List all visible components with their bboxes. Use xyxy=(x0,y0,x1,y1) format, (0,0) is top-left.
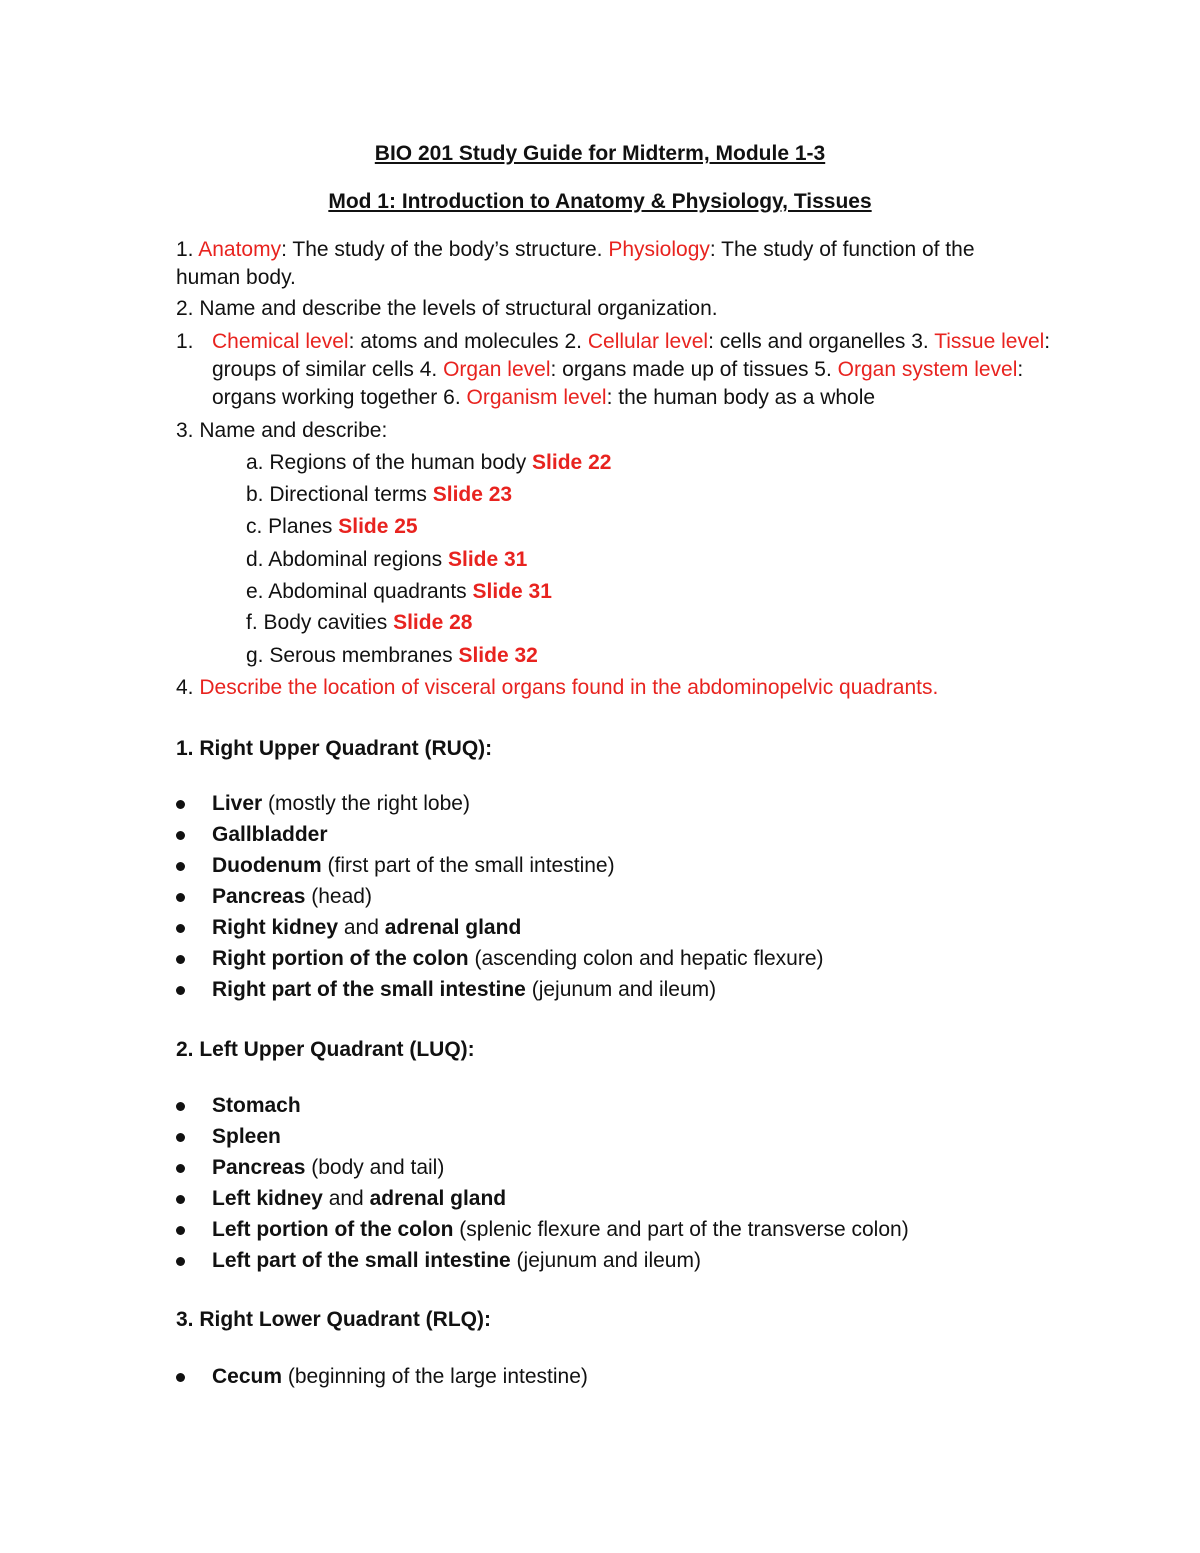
bullet-icon xyxy=(176,893,185,902)
bullet-icon xyxy=(176,831,185,840)
ruq-heading: 1. Right Upper Quadrant (RUQ): xyxy=(176,737,493,760)
rlq-heading: 3. Right Lower Quadrant (RLQ): xyxy=(176,1308,491,1331)
bullet-icon xyxy=(176,955,185,964)
document-title: BIO 201 Study Guide for Midterm, Module 1-3 xyxy=(374,142,826,165)
bullet-icon xyxy=(176,800,185,809)
bullet-icon xyxy=(176,1257,185,1266)
bullet-icon xyxy=(176,986,185,995)
q3-item: e. Abdominal quadrants Slide 31 xyxy=(246,580,552,603)
bullet-icon xyxy=(176,1373,185,1382)
bullet-icon xyxy=(176,1133,185,1142)
term-physiology: Physiology xyxy=(608,238,710,261)
levels-line-3: organs working together 6. Organism level: the human body as a whole xyxy=(212,386,876,409)
q3-item: g. Serous membranes Slide 32 xyxy=(246,644,538,667)
term-anatomy: Anatomy xyxy=(198,238,282,261)
q3-item: d. Abdominal regions Slide 31 xyxy=(246,548,528,571)
module-title: Mod 1: Introduction to Anatomy & Physiology, Tissues xyxy=(328,190,872,213)
q1-line: 1. Anatomy: The study of the body’s structure. Physiology: The study of function of the xyxy=(176,238,975,261)
bullet-icon xyxy=(176,924,185,933)
q3-item: a. Regions of the human body Slide 22 xyxy=(246,451,612,474)
levels-number: 1. xyxy=(176,330,194,353)
bullet-icon xyxy=(176,1226,185,1235)
q3-line: 3. Name and describe: xyxy=(176,419,388,442)
bullet-icon xyxy=(176,862,185,871)
luq-heading: 2. Left Upper Quadrant (LUQ): xyxy=(176,1038,475,1061)
q3-item: c. Planes Slide 25 xyxy=(246,515,418,538)
document-page: BIO 201 Study Guide for Midterm, Module 1-3 Mod 1: Introduction to Anatomy & Physiology, Tissues 1. Anatomy: The study of the body’s structure. Physiology: The study of function of the human body. 2. Name and describe the levels of structural organization. 1. Chemical level: atoms and molecules 2. Cellular level: cells and organelles 3. Tissue level: groups of similar cells 4. Organ level: organs made up of tissues 5. Organ system level: organs working together 6. Organism level: the human body as a whole 3. Name and describe: a. Regions of the human body Slide 22 b. Directional terms Slide 23 c. Planes Slide 25 d. Abdominal regions Slide 31 e. Abdominal quadrants Slide 31 f. Body cavities Slide 28 g. Serous membranes Slide 32 4. Describe the location of visceral organs found in the abdominopelvic quadrants. 1. Right Upper Quadrant (RUQ): Liver (mostly the right lobe) Gallbladder Duodenum (first part of the small intestine) Pancreas (head) Right kidney and adrenal gland Right portion of the colon (ascending colon and hepatic flexure) Right part of the small intestine (jejunum and ileum) 2. Left Upper Quadrant (LUQ): Stomach Spleen Pancreas (body and tail) Left kidney and adrenal gland Left portion of the colon (splenic flexure and part of the transverse colon) Left part of the small intestine (jejunum and ileum) 3. Right Lower Quadrant (RLQ): Cecum (beginning of the large intestine) xyxy=(0,0,1200,1553)
levels-line-2: groups of similar cells 4. Organ level: organs made up of tissues 5. Organ system level: xyxy=(212,358,1024,381)
levels-line-1: Chemical level: atoms and molecules 2. Cellular level: cells and organelles 3. Tissue level: xyxy=(212,330,1051,353)
q4-line: 4. Describe the location of visceral organs found in the abdominopelvic quadrants. xyxy=(176,676,939,699)
q3-item: b. Directional terms Slide 23 xyxy=(246,483,513,506)
bullet-icon xyxy=(176,1195,185,1204)
q3-item: f. Body cavities Slide 28 xyxy=(246,611,473,634)
q1-line-cont: human body. xyxy=(176,266,296,289)
bullet-icon xyxy=(176,1102,185,1111)
bullet-icon xyxy=(176,1164,185,1173)
q2-line: 2. Name and describe the levels of structural organization. xyxy=(176,297,718,320)
